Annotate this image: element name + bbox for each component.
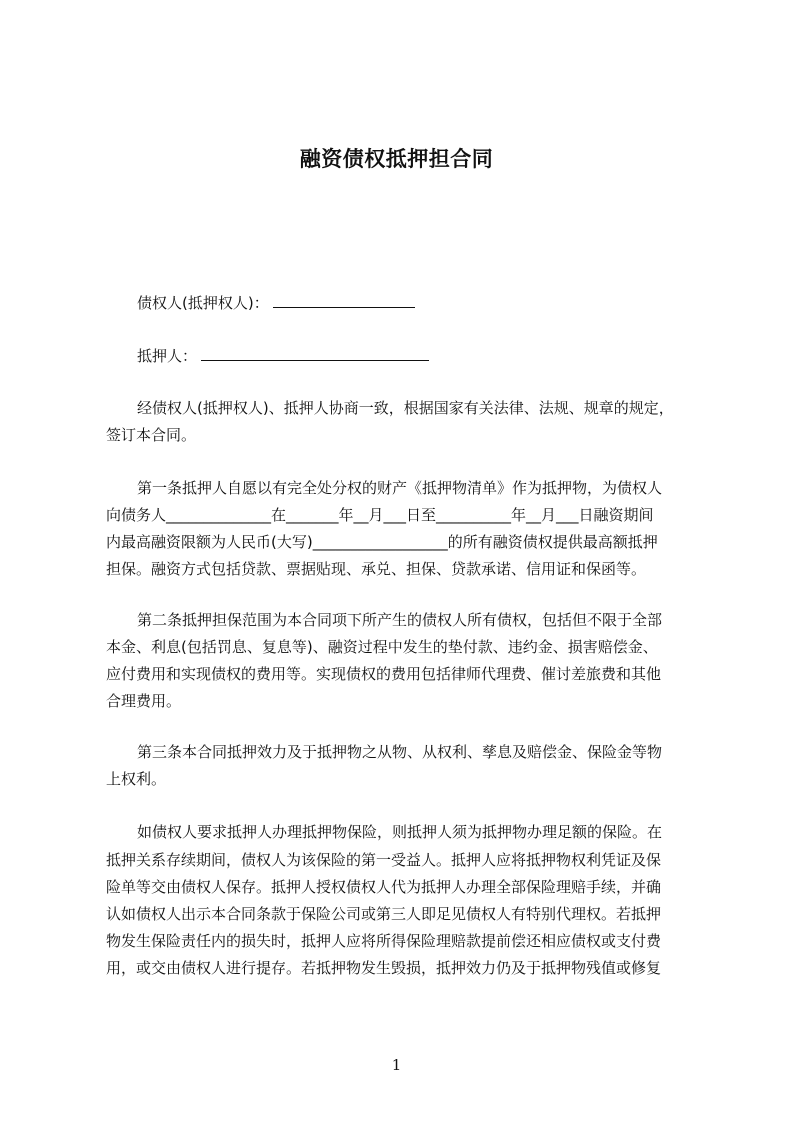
page-number: 1 <box>391 1056 402 1074</box>
document-title: 融资债权抵押担合同 <box>299 147 494 171</box>
paragraph-line: 用，或交由债权人进行提存。若抵押物发生毁损，抵押效力仍及于抵押物残值或修复 <box>106 959 662 977</box>
paragraph-line: 担保。融资方式包括贷款、票据贴现、承兑、担保、贷款承诺、信用证和保函等。 <box>106 560 647 578</box>
paragraph-line: 认如债权人出示本合同条款于保险公司或第三人即足见债权人有特别代理权。若抵押 <box>106 905 662 923</box>
paragraph-line: 第二条抵押担保范围为本合同项下所产生的债权人所有债权，包括但不限于全部 <box>137 611 663 629</box>
paragraph-line: 经债权人(抵押权人)、抵押人协商一致，根据国家有关法律、法规、规章的规定， <box>137 399 674 417</box>
creditor-label: 债权人(抵押权人)： <box>137 294 269 312</box>
paragraph-line: 抵押关系存续期间，债权人为该保险的第一受益人。抵押人应将抵押物权利凭证及保 <box>106 851 662 869</box>
paragraph-line: 内最高融资限额为人民币(大写)__________________的所有融资债权提供最高额抵押 <box>106 533 658 551</box>
creditor-field <box>137 291 415 313</box>
paragraph-line: 险单等交由债权人保存。抵押人授权债权人代为抵押人办理全部保险理赔手续，并确 <box>106 878 662 896</box>
paragraph-line: 本金、利息(包括罚息、复息等)、融资过程中发生的垫付款、违约金、损害赔偿金、 <box>106 638 658 656</box>
paragraph-line: 上权利。 <box>106 770 167 788</box>
mortgagor-label: 抵押人： <box>137 347 198 365</box>
paragraph-line: 如债权人要求抵押人办理抵押物保险，则抵押人须为抵押物办理足额的保险。在 <box>137 823 663 841</box>
paragraph-line: 第三条本合同抵押效力及于抵押物之从物、从权利、孳息及赔偿金、保险金等物 <box>137 743 663 761</box>
paragraph-line: 签订本合同。 <box>106 426 197 444</box>
mortgagor-blank <box>201 344 429 361</box>
paragraph-line: 合理费用。 <box>106 692 182 710</box>
paragraph-line: 向债务人______________在_______年__月___日至__________年__月___日融资期间 <box>106 506 654 524</box>
paragraph-line: 第一条抵押人自愿以有完全处分权的财产《抵押物清单》作为抵押物，为债权人 <box>137 479 663 497</box>
paragraph-line: 物发生保险责任内的损失时，抵押人应将所得保险理赔款提前偿还相应债权或支付费 <box>106 932 662 950</box>
creditor-blank <box>273 291 415 308</box>
mortgagor-field <box>137 344 429 366</box>
paragraph-line: 应付费用和实现债权的费用等。实现债权的费用包括律师代理费、催讨差旅费和其他 <box>106 665 662 683</box>
